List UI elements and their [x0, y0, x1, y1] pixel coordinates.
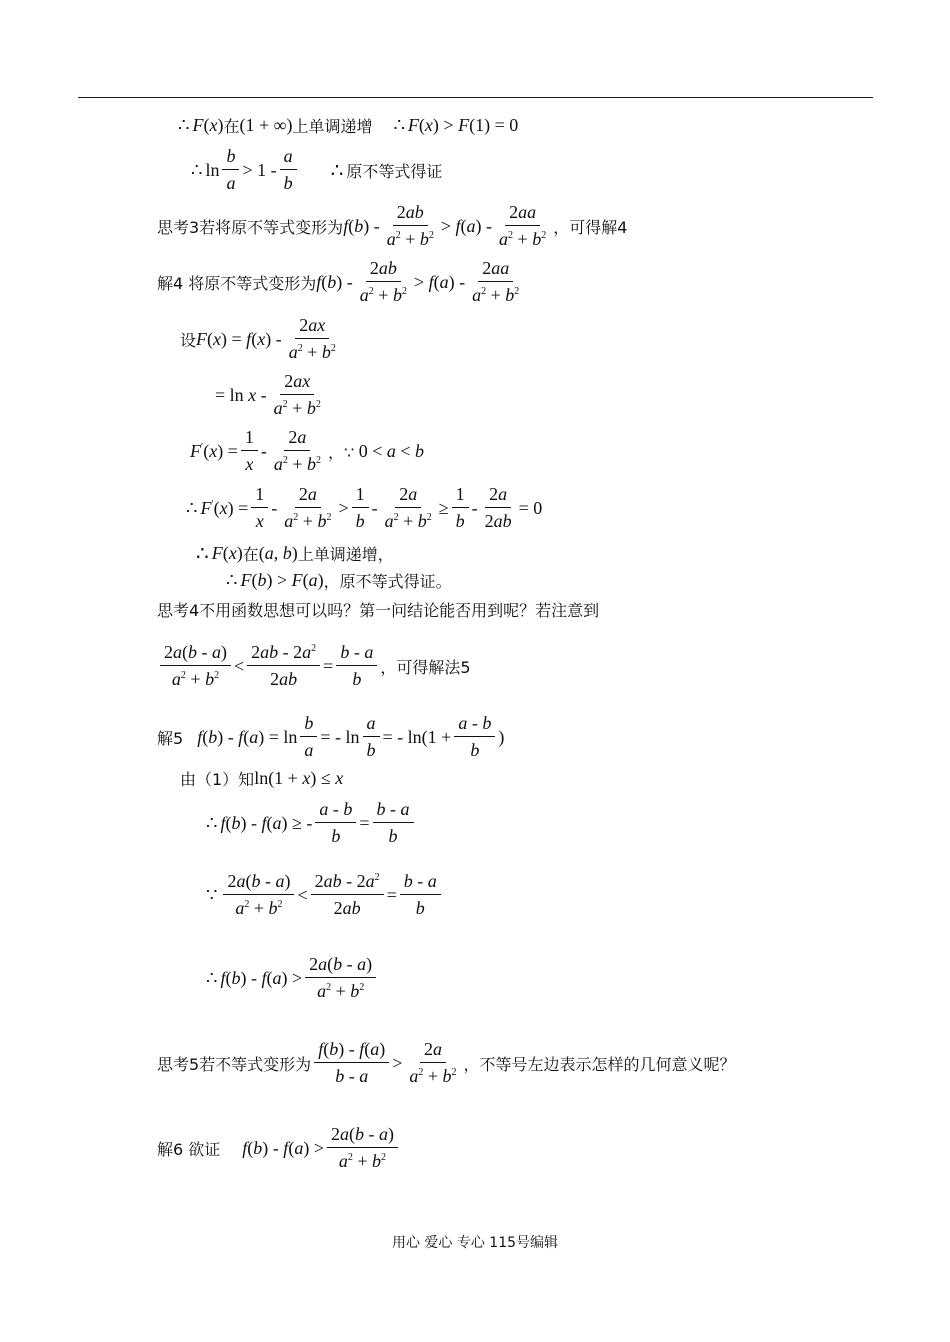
line-sol5-step2: ∵ $\frac{2a(b - a)}{a^2 + b^2}$ < $\frac{2ab - 2a^2}{2ab}$ = $\frac{b - a}{b}$ [203, 871, 444, 919]
text: 设 [180, 330, 197, 350]
line-derivative-positive: ∴ F′(x) = $\frac{1}{x}$ - $\frac{2a}{a^2 + b^2}$ > $\frac{1}{b}$ - $\frac{2a}{a^2 + b^2}$ ≥ $\frac{1}{b}$ - $\frac{2a}{2ab}$ = 0 [186, 484, 543, 531]
text: ，原不等式得证。 [323, 572, 452, 591]
text: 解4 将原不等式变形为 [157, 273, 317, 293]
text: 上单调递增， [297, 545, 394, 564]
line-monotonic-2: ∴ F(x) 在 (a, b) 上单调递增， [196, 543, 394, 565]
line-sol5-conclusion: ∴ f(b) - f(a) > $\frac{2a(b - a)}{a^2 + b^2}$ [203, 954, 379, 1002]
text: ，可得解4 [553, 217, 628, 237]
therefore-symbol: ∴ [330, 159, 344, 182]
line-think4-formula: $\frac{2a(b - a)}{a^2 + b^2}$ < $\frac{2ab - 2a^2}{2ab}$ = $\frac{b - a}{b}$ ，可得解法5 [157, 642, 471, 690]
line-think5: 思考5若不等式变形为 $\frac{f(b) - f(a)}{b - a}$ > $\frac{2a}{a^2 + b^2}$ ，不等号左边表示怎样的几何意义呢？ [157, 1039, 736, 1086]
therefore-symbol: ∴ [191, 159, 203, 180]
line-sol6: 解6 欲证 f(b) - f(a) > $\frac{2a(b - a)}{a^2 + b^2}$ [157, 1124, 401, 1172]
text: 在 [242, 545, 259, 564]
page-footer: 用心 爱心 专心 115号编辑 [391, 1235, 559, 1251]
text: ，不等号左边表示怎样的几何意义呢？ [463, 1054, 736, 1074]
line-think3: 思考3若将原不等式变形为 f(b) - $\frac{2ab}{a^2 + b^2}$ > f(a) - $\frac{2aa}{a^2 + b^2}$ ，可得解4 [157, 202, 628, 249]
text: 在 [223, 117, 240, 136]
text: 解5 [157, 728, 184, 748]
therefore-symbol: ∴ [178, 115, 190, 135]
line-sol5: 解5 f(b) - f(a) = ln $\frac{b}{a}$ = - ln $\frac{a}{b}$ = - ln(1 + $\frac{a - b}{b}$ ) [157, 713, 505, 760]
text: 解6 欲证 [157, 1139, 221, 1159]
line-sol4: 解4 将原不等式变形为 f(b) - $\frac{2ab}{a^2 + b^2}$ > f(a) - $\frac{2aa}{a^2 + b^2}$ [157, 258, 520, 305]
line-sol5-step1: ∴ f(b) - f(a) ≥ - $\frac{a - b}{b}$ = $\frac{b - a}{b}$ [203, 799, 417, 847]
line-think4 [157, 598, 599, 621]
line-Fb-gt-Fa: ∴ F(b) > F(a) ，原不等式得证。 [226, 570, 452, 591]
text: ，可得解法5 [380, 657, 471, 677]
text: 思考4不用函数思想可以吗？第一问结论能否用到呢？若注意到 [157, 601, 600, 620]
text: 思考5若不等式变形为 [157, 1054, 312, 1074]
line-from-part1: 由（1）知 ln(1 + x) ≤ x [180, 768, 344, 789]
text: 思考3若将原不等式变形为 [157, 217, 344, 237]
line-F-derivative: F′(x) = $\frac{1}{x}$ - $\frac{2a}{a^2 + b^2}$ ，∵ 0 < a < b [190, 427, 424, 474]
header-rule [78, 97, 873, 98]
text: 上单调递增 [292, 117, 373, 136]
therefore-symbol: ∴ [393, 115, 405, 135]
text: ，∵ [328, 442, 355, 462]
line-define-F: 设 F(x) = f(x) - $\frac{2ax}{a^2 + b^2}$ [180, 315, 336, 362]
line-monotonic-1: ∴ F(x) 在 (1 + ∞) 上单调递增 ∴ F(x) > F(1) = 0 [175, 114, 518, 137]
text: 由（1）知 [180, 770, 255, 789]
line-F-ln: = ln x - $\frac{2ax}{a^2 + b^2}$ [215, 371, 321, 418]
line-ln-inequality: ∴ ln $\frac{b}{a}$ > 1 - $\frac{a}{b}$ ∴ 原不等式得证 [188, 146, 442, 194]
text: 原不等式得证 [346, 161, 443, 181]
